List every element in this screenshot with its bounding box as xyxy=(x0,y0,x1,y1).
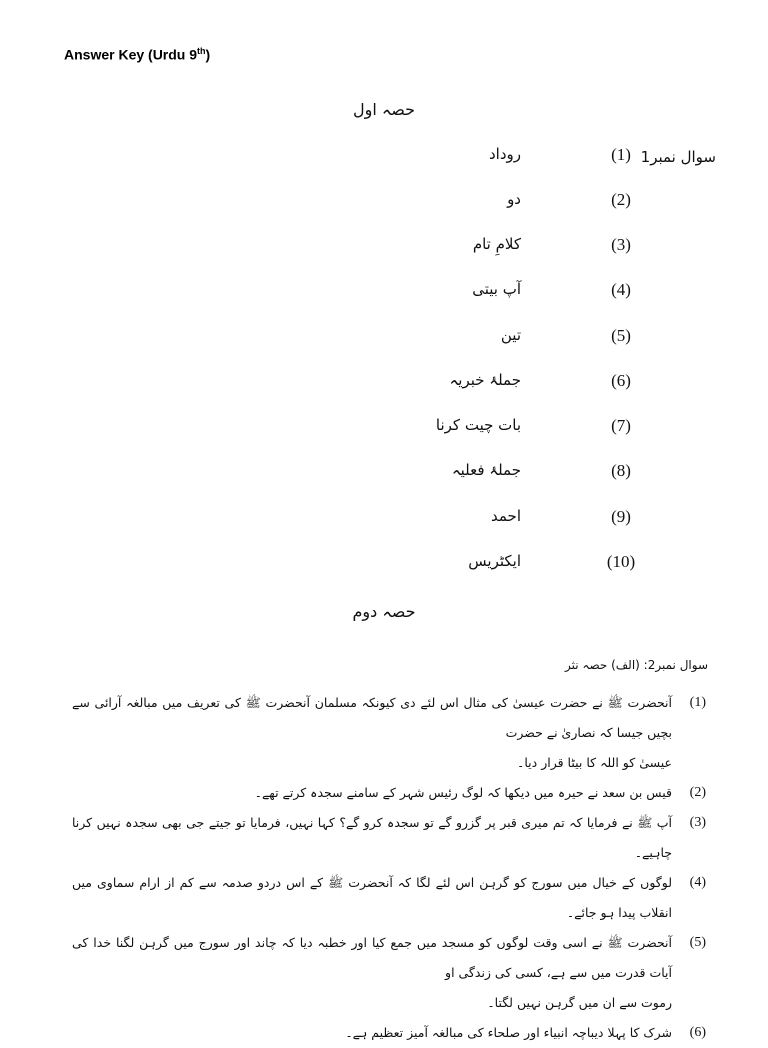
heading-superscript: th xyxy=(197,46,206,56)
section1-title: حصہ اول xyxy=(352,100,416,119)
mcq-number: (1) xyxy=(611,145,631,164)
prose-answer-number: (6) xyxy=(689,1025,706,1040)
prose-answer-number: (2) xyxy=(689,785,706,800)
prose-answer-text xyxy=(72,808,672,868)
prose-answer-continuation: رموت سے ان میں گرہن نہیں لگتا۔ xyxy=(487,995,672,1010)
prose-answer-item xyxy=(72,808,706,868)
mcq-number: (10) xyxy=(606,552,636,571)
section2-title: حصہ دوم xyxy=(352,602,416,621)
mcq-row xyxy=(0,190,768,222)
prose-answer-number: (1) xyxy=(689,695,706,710)
mcq-number: (6) xyxy=(611,371,631,390)
mcq-row xyxy=(0,552,768,584)
question2-label: سوال نمبر2: (الف) حصہ نثر xyxy=(565,658,708,672)
prose-answer-item xyxy=(72,868,706,928)
prose-answer-line: آپ ﷺ نے فرمایا کہ تم میری قبر پر گزرو گے تو سجدہ کرو گے؟ کہا نہیں، فرمایا تو جیتے جی بھی سجدہ نہیں کرنا چاہیے۔ xyxy=(72,815,672,860)
prose-answer-text xyxy=(72,868,672,928)
mcq-answer: تین xyxy=(500,326,521,344)
prose-answer-list xyxy=(72,688,706,1048)
heading-prefix: Answer Key (Urdu 9 xyxy=(64,46,198,63)
prose-answer-line: شرک کا پہلا دیباچہ انبیاء اور صلحاء کی مبالغہ آمیز تعظیم ہے۔ xyxy=(345,1025,672,1040)
mcq-row xyxy=(0,507,768,539)
heading-suffix: ) xyxy=(205,46,211,63)
mcq-row xyxy=(0,461,768,493)
prose-answer-text xyxy=(72,1018,672,1048)
prose-answer-number: (4) xyxy=(689,875,706,890)
prose-answer-item xyxy=(72,778,706,808)
mcq-number: (8) xyxy=(611,461,631,480)
prose-answer-number: (5) xyxy=(689,935,706,950)
mcq-number: (9) xyxy=(611,507,631,526)
mcq-answer: بات چیت کرنا xyxy=(435,416,521,434)
prose-answer-text xyxy=(72,928,672,1018)
prose-answer-text xyxy=(72,778,672,808)
prose-answer-line: آنحضرت ﷺ نے حضرت عیسیٰ کی مثال اس لئے دی کیونکہ مسلمان آنحضرت ﷺ کی تعریف میں مبالغہ آرائی سے بچیں جیسا کہ نصاریٰ نے حضرت xyxy=(72,695,672,740)
prose-answer-item xyxy=(72,928,706,1018)
mcq-answer: احمد xyxy=(491,507,521,525)
mcq-answer: ایکٹریس xyxy=(468,552,521,570)
prose-answer-line: آنحضرت ﷺ نے اسی وقت لوگوں کو مسجد میں جمع کیا اور خطبہ دیا کہ چاند اور سورج میں گرہن لگنا خدا کی آیات قدرت میں سے ہے، کسی کی زندگی او xyxy=(72,935,672,980)
mcq-answer: جملۂ فعلیہ xyxy=(451,461,521,479)
mcq-number: (3) xyxy=(611,235,631,254)
page-heading xyxy=(64,46,210,63)
mcq-row xyxy=(0,371,768,403)
prose-answer-line: قیس بن سعد نے حیرہ میں دیکھا کہ لوگ رئیس شہر کے سامنے سجدہ کرتے تھے۔ xyxy=(254,785,672,800)
prose-answer-item xyxy=(72,688,706,778)
mcq-row xyxy=(0,280,768,312)
mcq-row xyxy=(0,326,768,358)
mcq-answer: کلامِ تام xyxy=(472,235,521,253)
prose-answer-item xyxy=(72,1018,706,1048)
mcq-answer: دو xyxy=(507,190,521,208)
prose-answer-number: (3) xyxy=(689,815,706,830)
mcq-number: (7) xyxy=(611,416,631,435)
mcq-number: (2) xyxy=(611,190,631,209)
prose-answer-text xyxy=(72,688,672,778)
mcq-number: (5) xyxy=(611,326,631,345)
mcq-row xyxy=(0,235,768,267)
prose-answer-line: لوگوں کے خیال میں سورج کو گرہن اس لئے لگا کہ آنحضرت ﷺ کے اس دردو صدمہ سے کم از ارام سماوی میں انقلاب پیدا ہو جائے۔ xyxy=(72,875,672,920)
mcq-row xyxy=(0,145,768,177)
mcq-answer: جملۂ خبریہ xyxy=(449,371,521,389)
mcq-answer: آپ بیتی xyxy=(472,280,521,298)
mcq-number: (4) xyxy=(611,280,631,299)
prose-answer-continuation: عیسیٰ کو اللہ کا بیٹا قرار دیا۔ xyxy=(517,755,672,770)
mcq-row xyxy=(0,416,768,448)
mcq-answer: روداد xyxy=(488,145,521,163)
question1-label: سوال نمبر1 xyxy=(640,148,716,166)
